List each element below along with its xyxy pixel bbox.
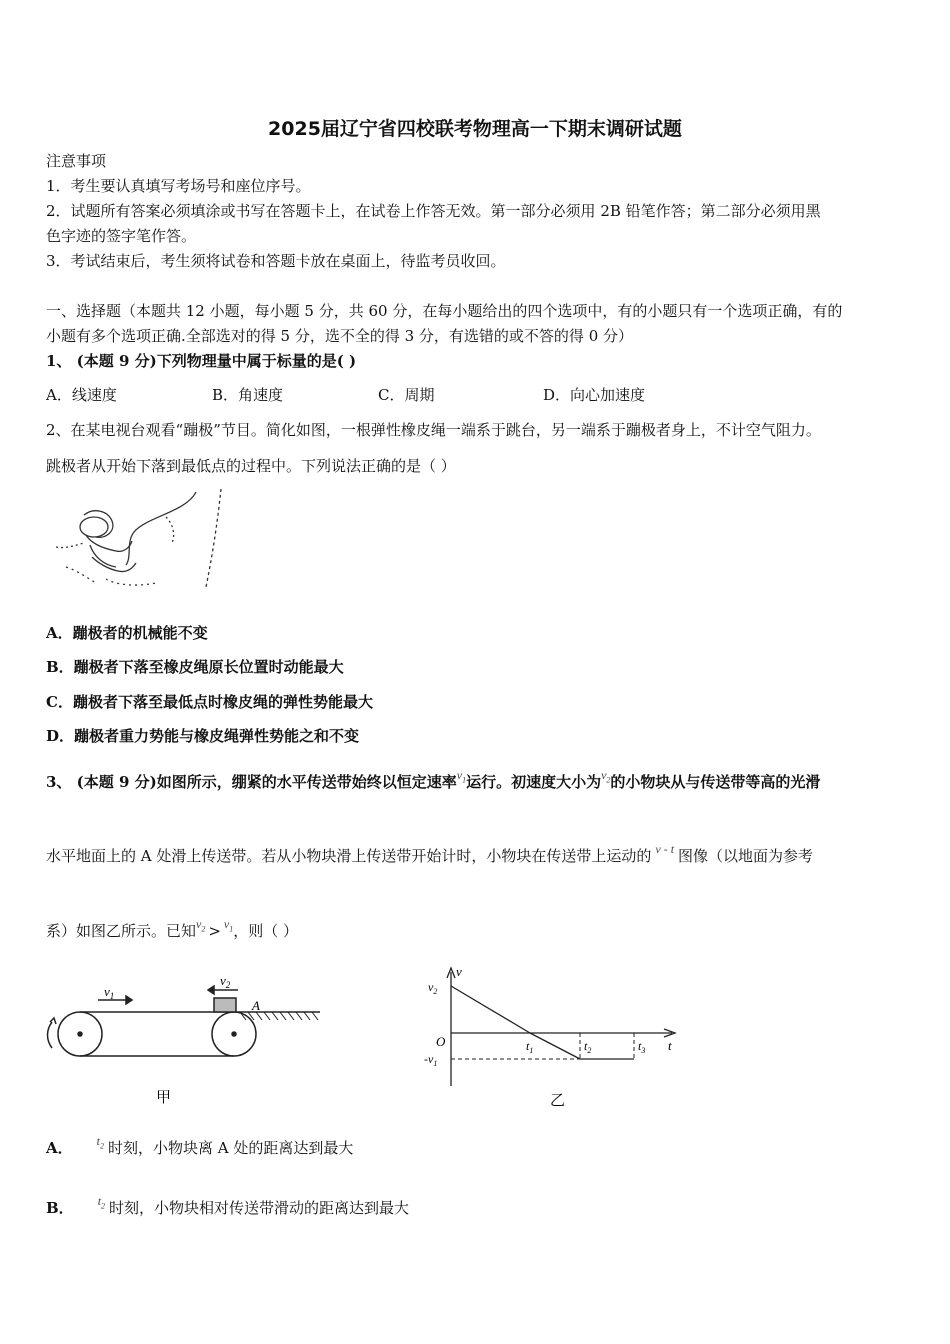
point-a-label: A: [252, 998, 260, 1013]
q3-stem-part: 图像（以地面为参考: [678, 847, 814, 865]
v2-symbol: v2: [601, 768, 611, 785]
q1-option-b: B．角速度: [212, 386, 284, 404]
q1-stem: 1、 (本题 9 分)下列物理量中属于标量的是( ): [46, 352, 357, 370]
q3-stem-line1: [46, 768, 821, 798]
option-text: 时刻，小物块相对传送带滑动的距离达到最大: [109, 1199, 410, 1217]
x-tick-t1: $t_1$: [526, 1039, 534, 1055]
q2-option-a: A．蹦极者的机械能不变: [46, 624, 208, 642]
q3-stem-line3: [46, 917, 299, 947]
y-axis-label: v: [456, 964, 462, 979]
y-tick-neg-v1: $-v_1$: [424, 1052, 438, 1068]
v2-symbol: v2: [196, 917, 206, 934]
notice-item: 2．试题所有答案必须填涂或书写在答题卡上，在试卷上作答无效。第一部分必须用 2B 铅笔作答；第二部分必须用黑: [46, 202, 821, 220]
section-intro: 一、选择题（本题共 12 小题，每小题 5 分，共 60 分，在每小题给出的四个选项中，有的小题只有一个选项正确，有的: [46, 302, 843, 320]
q3-stem-part: 的小物块从与传送带等高的光滑: [610, 773, 821, 791]
v1-symbol: v1: [223, 917, 234, 934]
notice-item: 3．考试结束后，考生须将试卷和答题卡放在桌面上，待监考员收回。: [46, 252, 506, 270]
q2-stem: 跳极者从开始下落到最低点的过程中。下列说法正确的是（ ）: [46, 457, 456, 475]
series-segment: [530, 1033, 580, 1059]
origin-label: O: [436, 1034, 446, 1049]
option-label: B．: [46, 1199, 74, 1217]
q3-stem-part: 3、 (本题 9 分)如图所示，绷紧的水平传送带始终以恒定速率: [46, 773, 457, 791]
bungee-jumper-figure: [46, 487, 236, 595]
vt-symbol: v - t: [655, 842, 675, 856]
figure-caption-yi: 乙: [550, 1093, 566, 1109]
t2-symbol: t2: [97, 1194, 106, 1211]
q3-stem-part: 运行。初速度大小为: [466, 773, 602, 791]
q3-stem-line2: [46, 842, 814, 867]
q3-stem-part: 水平地面上的 A 处滑上传送带。若从小物块滑上传送带开始计时，小物块在传送带上运动的: [46, 847, 652, 865]
q2-stem: 2、在某电视台观看“蹦极”节目。简化如图，一根弹性橡皮绳一端系于跳台，另一端系于蹦极者身上，不计空气阻力。: [46, 421, 821, 439]
v2-label: $v_2$: [220, 973, 231, 990]
figure-caption-jia: 甲: [156, 1090, 172, 1106]
q1-option-d: D．向心加速度: [543, 386, 646, 404]
option-text: 时刻，小物块离 A 处的距离达到最大: [107, 1139, 354, 1157]
notice-item: 色字迹的签字笔作答。: [46, 227, 197, 245]
q1-option-c: C．周期: [378, 386, 435, 404]
q2-option-d: D．蹦极者重力势能与橡皮绳弹性势能之和不变: [46, 727, 360, 745]
t2-symbol: t2: [96, 1134, 104, 1151]
x-axis-label: t: [668, 1038, 672, 1053]
x-tick-t2: $t_2$: [584, 1039, 592, 1055]
series-segment: [451, 986, 530, 1033]
v1-label: $v_1$: [104, 984, 115, 1001]
x-tick-t3: $t_3$: [638, 1039, 646, 1055]
q3-stem-part: 系）如图乙所示。已知: [46, 922, 197, 940]
notice-heading: 注意事项: [46, 152, 107, 170]
q2-option-c: C．蹦极者下落至最低点时橡皮绳的弹性势能最大: [46, 693, 373, 711]
q1-option-a: A．线速度: [46, 386, 117, 404]
option-label: A．: [46, 1139, 73, 1157]
q3-option-a: [46, 1134, 354, 1164]
q2-option-b: B．蹦极者下落至橡皮绳原长位置时动能最大: [46, 658, 344, 676]
page-title: 2025届辽宁省四校联考物理高一下期末调研试题: [268, 118, 682, 140]
greater-than-sign: >: [208, 922, 221, 940]
v1-symbol: v1: [456, 768, 467, 785]
section-intro: 小题有多个选项正确.全部选对的得 5 分，选不全的得 3 分，有选错的或不答的得 0 分）: [46, 327, 634, 345]
notice-item: 1．考生要认真填写考场号和座位序号。: [46, 177, 311, 195]
q3-stem-part: ，则（ ）: [233, 922, 299, 940]
y-tick-v2: $v_2$: [428, 980, 438, 996]
q3-option-b: [46, 1194, 410, 1224]
conveyor-belt-figure: [40, 970, 330, 1115]
vt-graph-figure: [420, 962, 690, 1112]
